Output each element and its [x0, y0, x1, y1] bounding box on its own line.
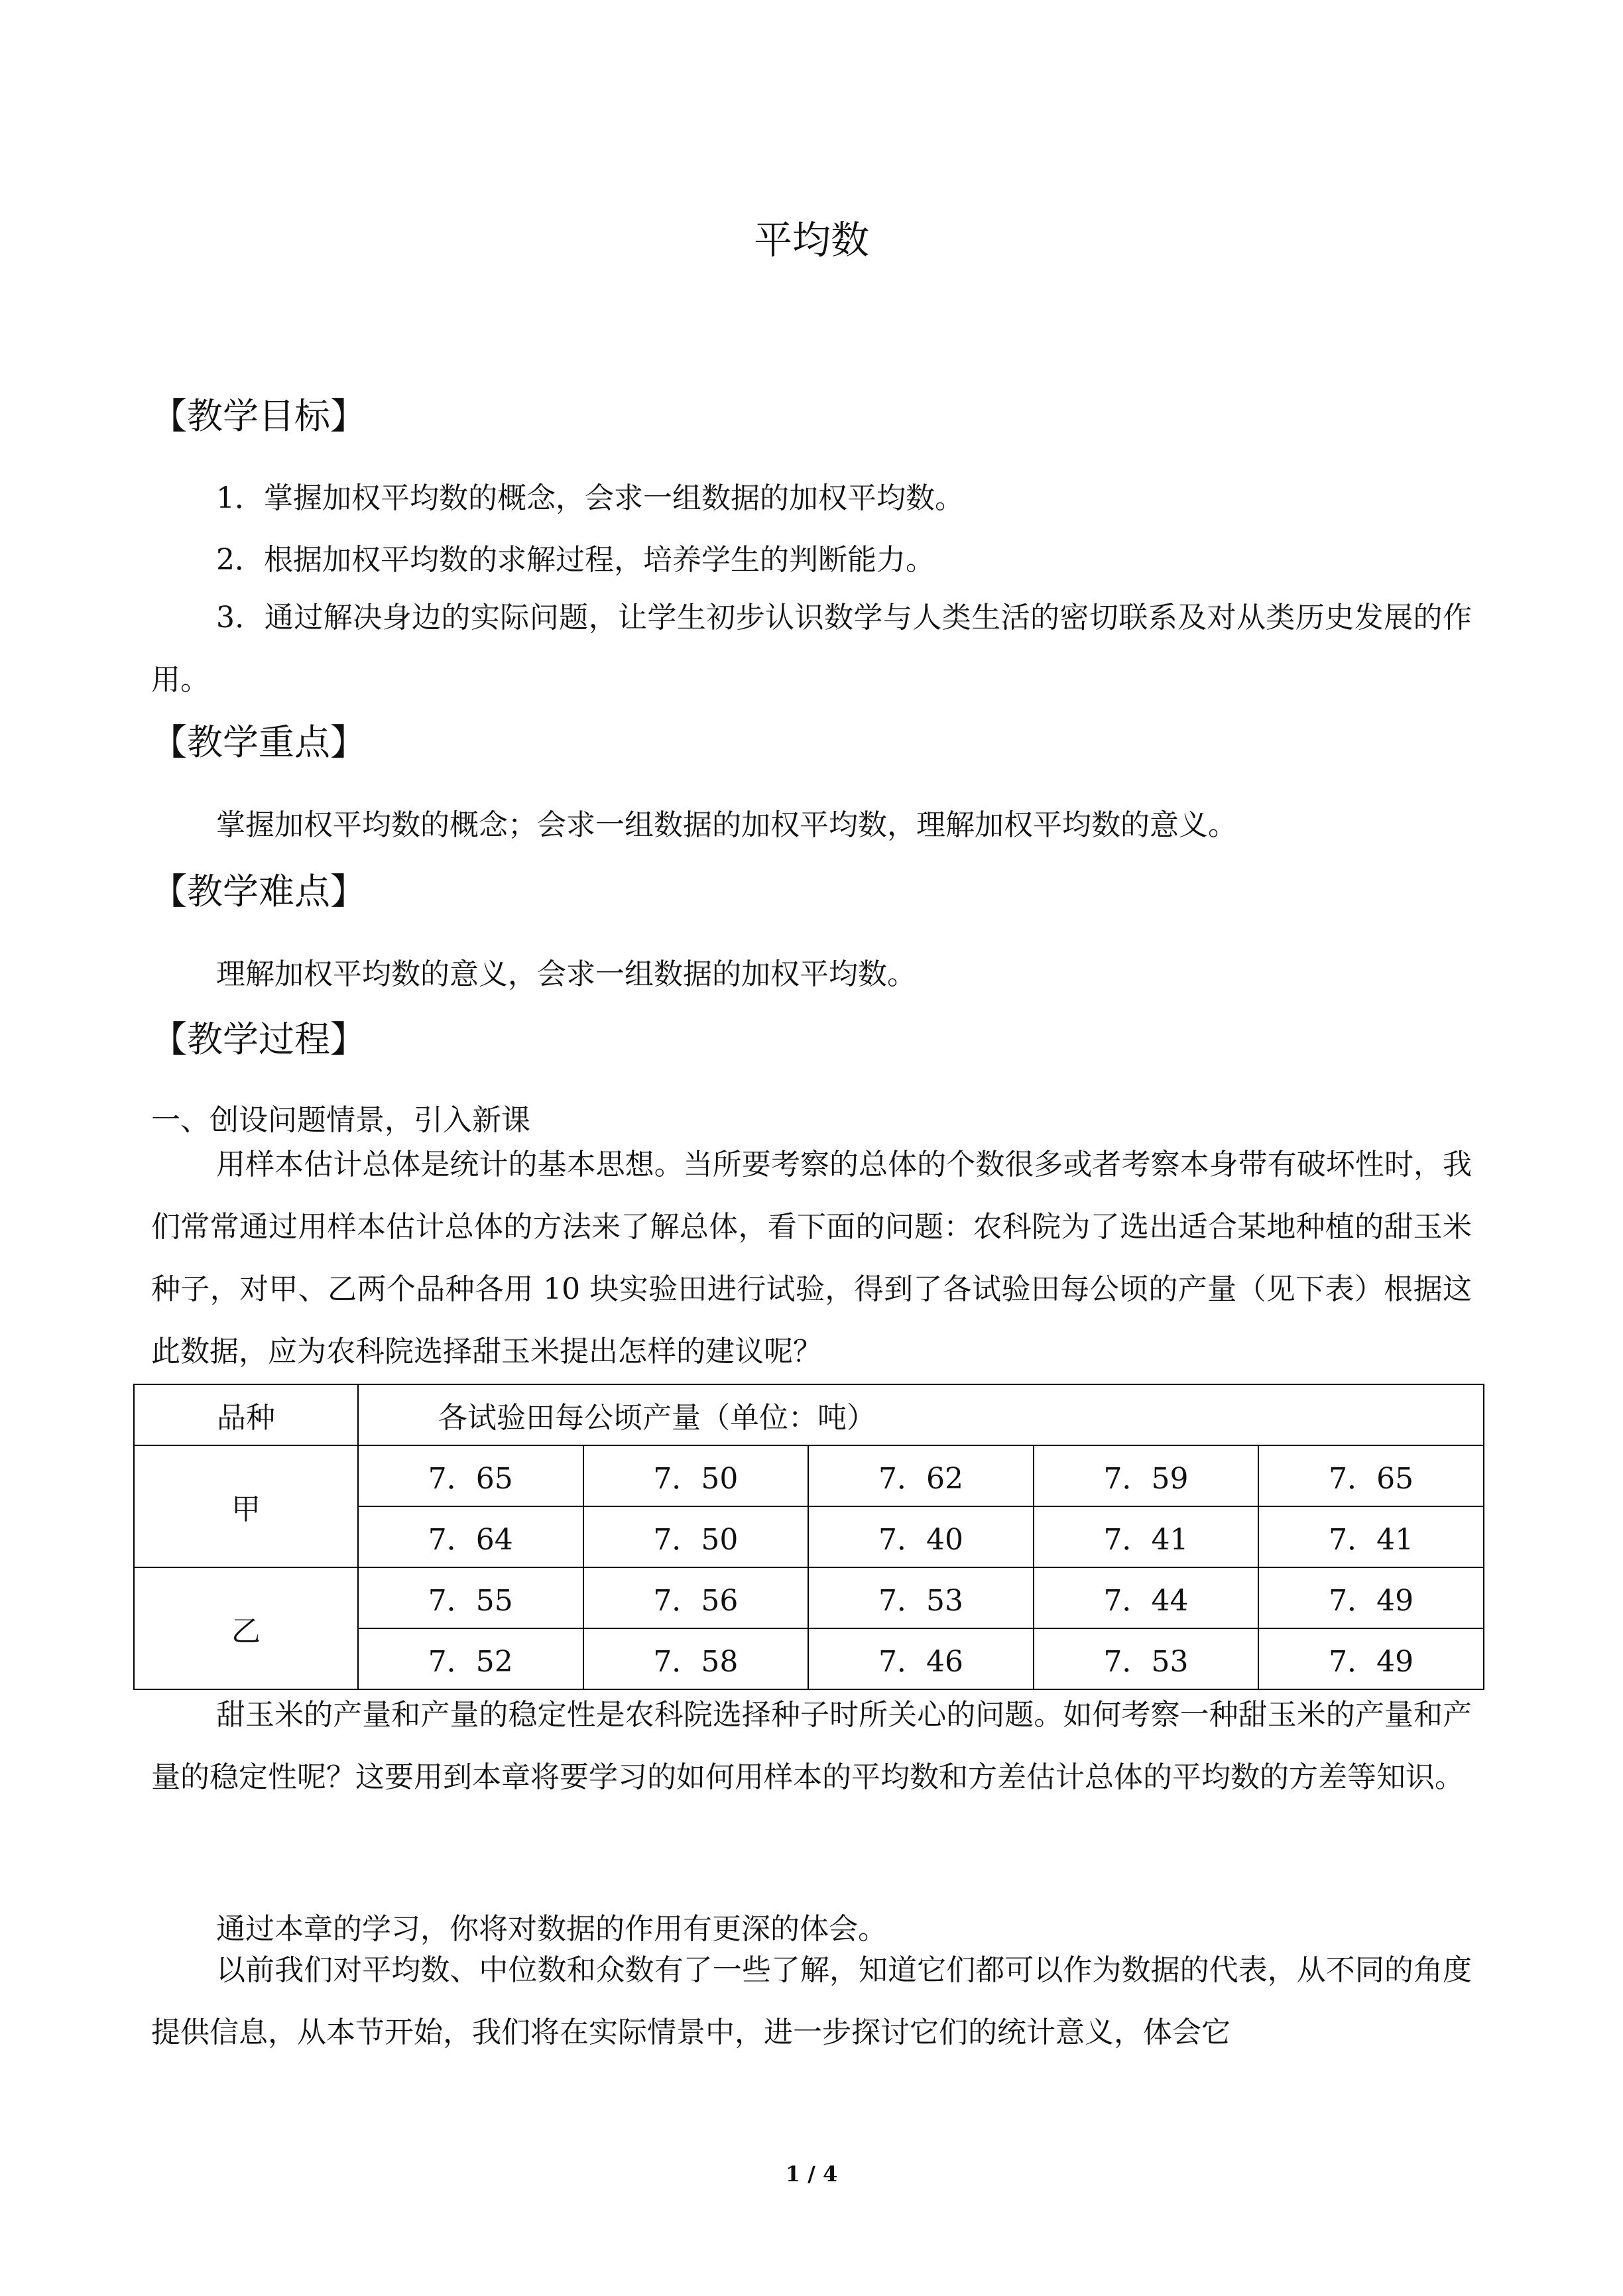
objective-2: 2．根据加权平均数的求解过程，培养学生的判断能力。	[216, 543, 935, 577]
table-cell: 7．50	[583, 1506, 809, 1567]
table-cell: 7．53	[808, 1567, 1034, 1628]
table-cell: 7．49	[1258, 1567, 1484, 1628]
table-cell: 7．56	[583, 1567, 809, 1628]
table-cell: 7．59	[1034, 1445, 1259, 1506]
table-cell: 7．52	[358, 1628, 583, 1689]
key-points-text: 掌握加权平均数的概念；会求一组数据的加权平均数，理解加权平均数的意义。	[216, 808, 1237, 842]
variety-a-cell: 甲	[134, 1445, 358, 1567]
table-cell: 7．64	[358, 1506, 583, 1567]
table-cell: 7．40	[808, 1506, 1034, 1567]
process-heading: 【教学过程】	[151, 1018, 366, 1060]
table-row	[134, 1445, 1484, 1506]
table-cell: 7．62	[808, 1445, 1034, 1506]
page-number: 1 / 4	[785, 2161, 838, 2187]
header-yield: 各试验田每公顷产量（单位：吨）	[358, 1384, 1484, 1445]
table-cell: 7．41	[1034, 1506, 1259, 1567]
difficult-points-heading: 【教学难点】	[151, 871, 366, 912]
table-cell: 7．58	[583, 1628, 809, 1689]
table-cell: 7．55	[358, 1567, 583, 1628]
table-cell: 7．65	[1258, 1445, 1484, 1506]
header-variety: 品种	[134, 1384, 358, 1445]
table-header-row	[134, 1384, 1484, 1445]
process-subheading: 一、创设问题情景，引入新课	[151, 1103, 530, 1137]
difficult-points-text: 理解加权平均数的意义，会求一组数据的加权平均数。	[216, 957, 916, 991]
page-title: 平均数	[753, 217, 869, 263]
key-points-heading: 【教学重点】	[151, 721, 366, 763]
table-cell: 7．46	[808, 1628, 1034, 1689]
variety-b-cell: 乙	[134, 1567, 358, 1689]
yield-table	[133, 1384, 1484, 1690]
objectives-heading: 【教学目标】	[151, 395, 366, 437]
table-cell: 7．44	[1034, 1567, 1259, 1628]
table-cell: 7．53	[1034, 1628, 1259, 1689]
table-cell: 7．50	[583, 1445, 809, 1506]
process-paragraph-1: 用样本估计总体是统计的基本思想。当所要考察的总体的个数很多或者考察本身带有破坏性时，我们常常通过用样本估计总体的方法来了解总体，看下面的问题：农科院为了选出适合某地种植的甜玉米种子，对甲、乙两个品种各用 10 块实验田进行试验，得到了各试验田每公顷的产量（见下表）根据这此数据，应为农科院选择甜玉米提出怎样的建议呢？	[151, 1148, 1472, 1368]
process-paragraph-3: 通过本章的学习，你将对数据的作用有更深的体会。	[216, 1912, 887, 1946]
objective-1: 1．掌握加权平均数的概念，会求一组数据的加权平均数。	[216, 481, 964, 515]
table-cell: 7．49	[1258, 1628, 1484, 1689]
objective-3: 3．通过解决身边的实际问题，让学生初步认识数学与人类生活的密切联系及对从类历史发展的作用。	[151, 601, 1472, 697]
table-cell: 7．65	[358, 1445, 583, 1506]
table-row	[134, 1567, 1484, 1628]
table-cell: 7．41	[1258, 1506, 1484, 1567]
process-paragraph-4: 以前我们对平均数、中位数和众数有了一些了解，知道它们都可以作为数据的代表，从不同的角度提供信息，从本节开始，我们将在实际情景中，进一步探讨它们的统计意义，体会它	[151, 1953, 1472, 2049]
process-paragraph-2: 甜玉米的产量和产量的稳定性是农科院选择种子时所关心的问题。如何考察一种甜玉米的产量和产量的稳定性呢？这要用到本章将要学习的如何用样本的平均数和方差估计总体的平均数的方差等知识。	[151, 1698, 1472, 1794]
